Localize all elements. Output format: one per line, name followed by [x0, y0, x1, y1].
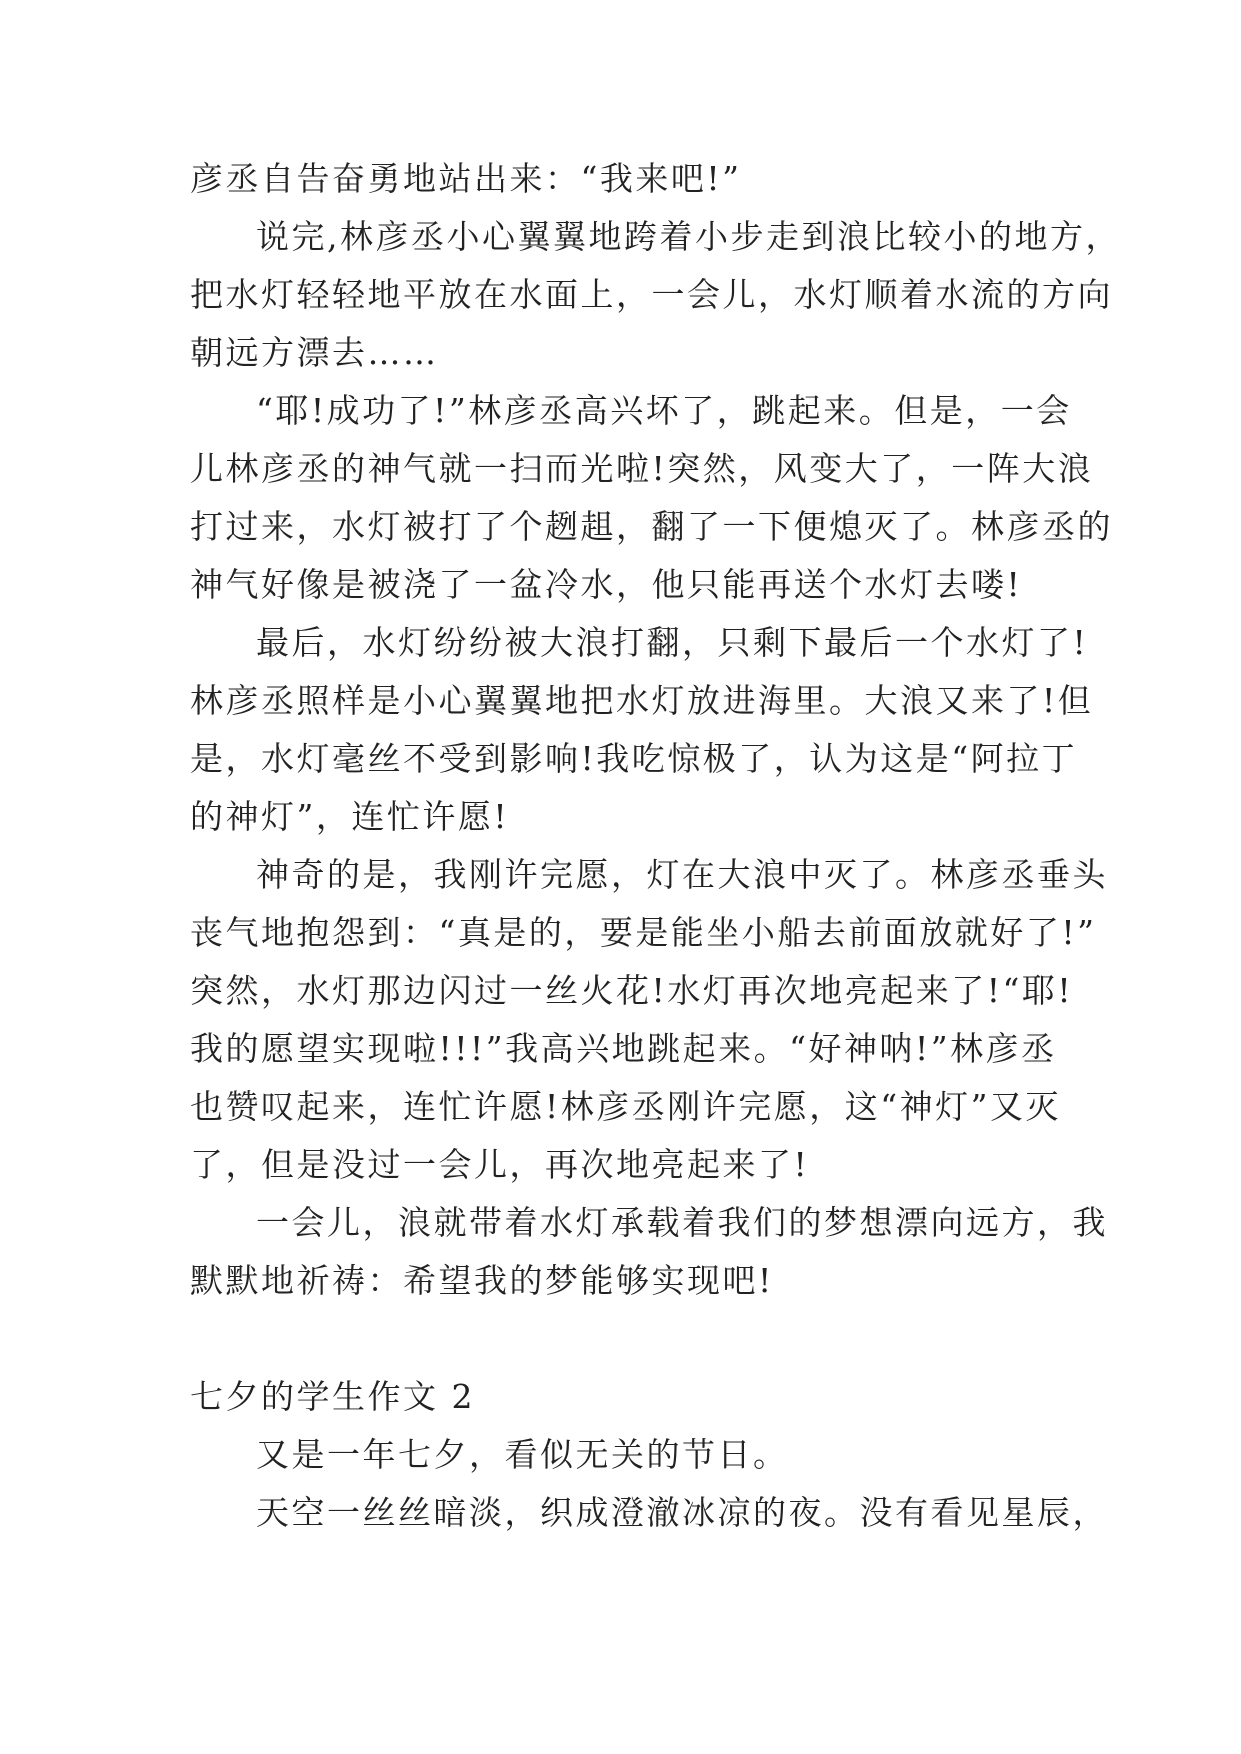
text-line: 是，水灯毫丝不受到影响!我吃惊极了，认为这是“阿拉丁: [190, 739, 1078, 778]
text-line: 的神灯”，连忙许愿!: [190, 797, 510, 836]
text-line: 也赞叹起来，连忙许愿!林彦丞刚许完愿，这“神灯”又灭: [190, 1087, 1062, 1126]
section-gap: [190, 1310, 1100, 1368]
text-line: 神气好像是被浇了一盆冷水，他只能再送个水灯去喽!: [190, 565, 1023, 604]
text-line: 默默地祈祷：希望我的梦能够实现吧!: [190, 1261, 774, 1300]
text-line: 林彦丞照样是小心翼翼地把水灯放进海里。大浪又来了!但: [190, 681, 1094, 720]
text-line: 丧气地抱怨到：“真是的，要是能坐小船去前面放就好了!”: [190, 913, 1097, 952]
text-line: 一会儿，浪就带着水灯承载着我们的梦想漂向远方，我: [256, 1203, 1108, 1242]
document-page: [190, 150, 1121, 1542]
text-line: 把水灯轻轻地平放在水面上，一会儿，水灯顺着水流的方向: [190, 275, 1113, 314]
text-line: 了，但是没过一会儿，再次地亮起来了!: [190, 1145, 810, 1184]
text-line: 又是一年七夕，看似无关的节日。: [256, 1435, 789, 1474]
text-line: 彦丞自告奋勇地站出来：“我来吧!”: [190, 159, 742, 198]
text-line: 突然，水灯那边闪过一丝火花!水灯再次地亮起来了!“耶!: [190, 971, 1074, 1010]
text-line: 天空一丝丝暗淡，织成澄澈冰凉的夜。没有看见星辰，: [256, 1493, 1108, 1532]
text-line: 神奇的是，我刚许完愿，灯在大浪中灭了。林彦丞垂头: [256, 855, 1108, 894]
text-line: 我的愿望实现啦!!!”我高兴地跳起来。“好神呐!”林彦丞: [190, 1029, 1057, 1068]
text-line: 打过来，水灯被打了个趔趄，翻了一下便熄灭了。林彦丞的: [190, 507, 1113, 546]
text-line: 朝远方漂去……: [190, 333, 439, 372]
text-line: 儿林彦丞的神气就一扫而光啦!突然，风变大了，一阵大浪: [190, 449, 1094, 488]
section-title: 七夕的学生作文 2: [190, 1377, 475, 1416]
text-line: “耶!成功了!”林彦丞高兴坏了，跳起来。但是，一会: [256, 391, 1072, 430]
text-line: 最后，水灯纷纷被大浪打翻，只剩下最后一个水灯了!: [256, 623, 1089, 662]
text-line: 说完,林彦丞小心翼翼地跨着小步走到浪比较小的地方，: [256, 217, 1121, 256]
